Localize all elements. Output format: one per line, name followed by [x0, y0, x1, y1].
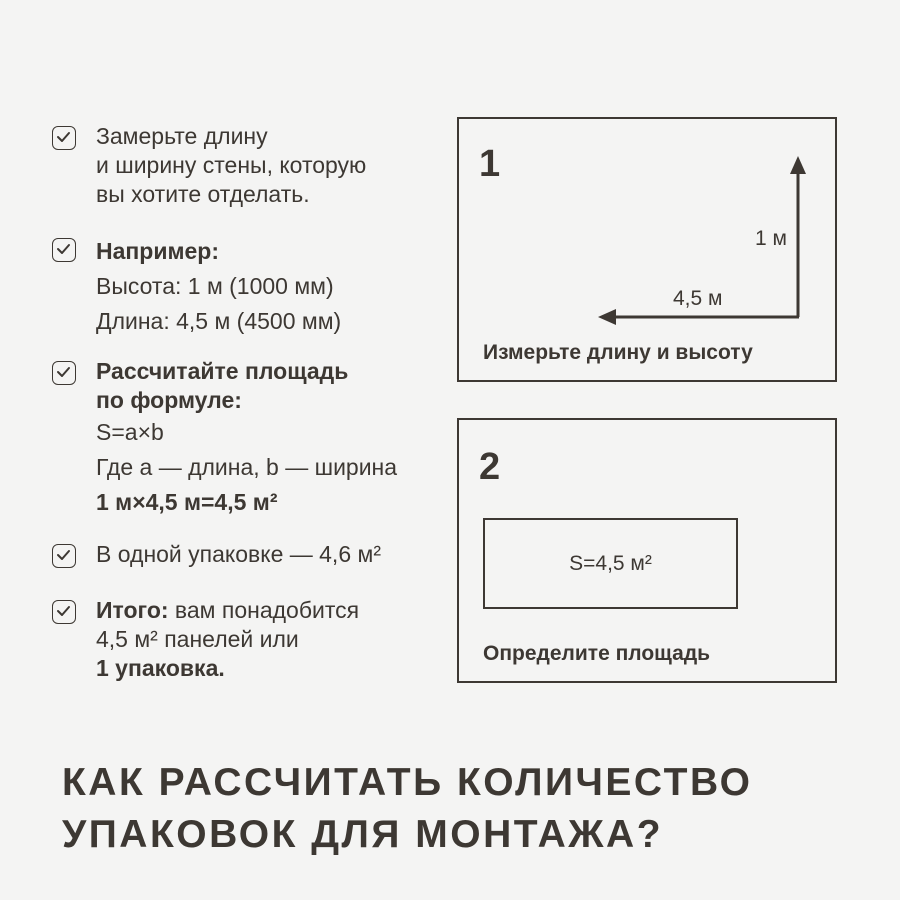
step-text: Длина: 4,5 м (4500 мм)	[96, 308, 342, 334]
height-arrow-icon	[790, 156, 806, 317]
page-title	[62, 757, 752, 861]
total-result: 1 упаковка.	[96, 655, 225, 681]
area-panel	[457, 418, 837, 683]
step-text: и ширину стены, которую	[96, 152, 367, 178]
step-package	[52, 540, 381, 569]
formula-result: 1 м×4,5 м=4,5 м²	[96, 489, 278, 515]
title-line: КАК РАССЧИТАТЬ КОЛИЧЕСТВО	[62, 761, 753, 804]
step-heading: по формуле:	[96, 387, 242, 413]
checkbox-icon	[52, 544, 76, 568]
step-formula	[52, 357, 397, 520]
step-total	[52, 596, 359, 683]
panel-caption: Измерьте длину и высоту	[483, 341, 753, 364]
checkbox-icon	[52, 361, 76, 385]
step-text: 4,5 м² панелей или	[96, 626, 299, 652]
step-heading: Например:	[96, 238, 219, 264]
step-text: В одной упаковке — 4,6 м²	[96, 541, 381, 567]
total-label: Итого:	[96, 597, 169, 623]
step-text: Замерьте длину	[96, 123, 268, 149]
checkbox-icon	[52, 238, 76, 262]
panel-number: 2	[479, 446, 501, 488]
width-label: 4,5 м	[673, 287, 723, 310]
panel-number: 1	[479, 143, 501, 185]
measure-panel	[457, 117, 837, 382]
step-measure	[52, 122, 366, 209]
total-text: вам понадобится	[168, 597, 360, 623]
area-label: S=4,5 м²	[569, 551, 652, 575]
area-rectangle	[483, 518, 738, 609]
step-example	[52, 234, 341, 339]
checkbox-icon	[52, 126, 76, 150]
panel-caption: Определите площадь	[483, 642, 711, 665]
step-text	[96, 596, 359, 625]
width-arrow-icon	[598, 309, 799, 325]
step-heading: Рассчитайте площадь	[96, 358, 349, 384]
step-text: Где а — длина, b — ширина	[96, 454, 398, 480]
formula-text: S=a×b	[96, 419, 164, 445]
step-text: вы хотите отделать.	[96, 181, 310, 207]
step-text: Высота: 1 м (1000 мм)	[96, 273, 334, 299]
title-line: УПАКОВОК ДЛЯ МОНТАЖА?	[62, 813, 664, 856]
checkbox-icon	[52, 600, 76, 624]
height-label: 1 м	[755, 227, 787, 250]
